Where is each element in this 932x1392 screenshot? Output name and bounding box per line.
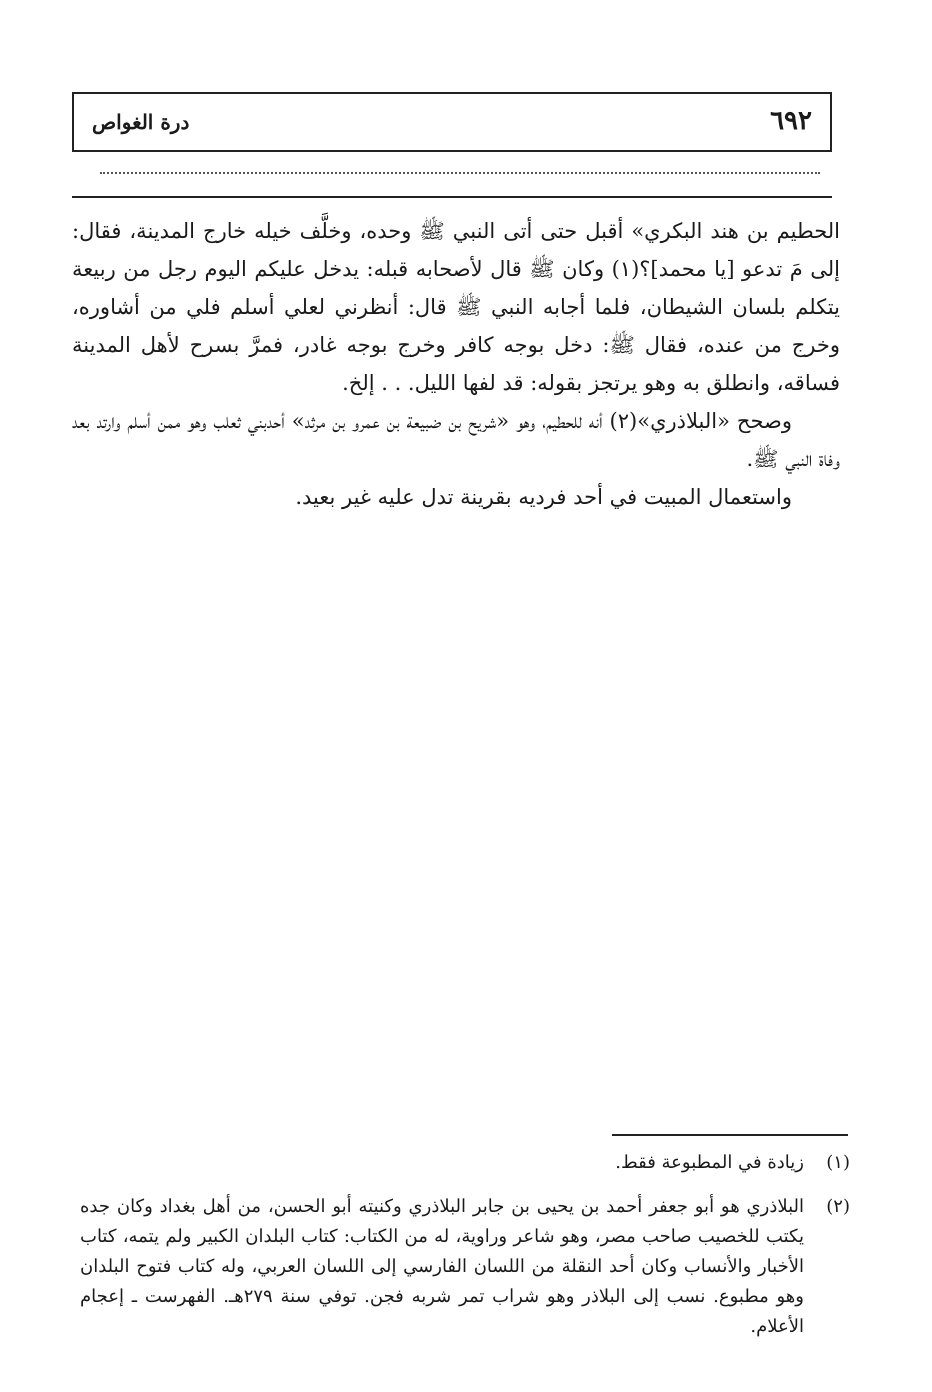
header-divider [72, 196, 832, 198]
footnote-divider [612, 1134, 848, 1136]
page-number: ٦٩٢ [770, 106, 812, 136]
footnote [80, 1148, 850, 1178]
page-header [72, 92, 832, 152]
footnote-text: زيادة في المطبوعة فقط. [615, 1152, 804, 1173]
dotted-divider [100, 172, 820, 174]
footnote-number: (٢) [826, 1196, 850, 1217]
footnotes [80, 1148, 850, 1356]
footnote-number: (١) [826, 1152, 850, 1173]
paragraph: الحطيم بن هند البكري» أقبل حتى أتى النبي ﷺ وحده، وخلَّف خيله خارج المدينة، فقال: إلى مَ تدعو [يا محمد]؟(١) وكان ﷺ قال لأصحابه قبله: يدخل عليكم اليوم رجل من ربيعة يتكلم بلسان الشيطان، فلما أجابه النبي ﷺ قال: أنظرني لعلي أسلم فلي من أشاوره، وخرج من عنده، فقال ﷺ: دخل بوجه كافر وخرج بوجه غادر، فمرَّ بسرح لأهل المدينة فساقه، وانطلق به وهو يرتجز بقوله: قد لفها الليل. . . إلخ. [72, 219, 840, 395]
running-title: درة الغواص [92, 110, 190, 134]
main-text [72, 212, 840, 516]
paragraph: واستعمال المبيت في أحد فرديه بقرينة تدل عليه غير بعيد. [295, 485, 792, 509]
footnote-text: البلاذري هو أبو جعفر أحمد بن يحيى بن جابر البلاذري وكنيته أبو الحسن، من أهل بغداد وكان جده يكتب للخصيب صاحب مصر، وهو شاعر وراوية، له من الكتاب: كتاب البلدان الكبير ولم يتمه، كتاب الأخبار والأنساب وكان أحد النقلة من اللسان الفارسي إلى اللسان العربي، وله كتاب فتوح البلدان وهو مطبوع. نسب إلى البلاذر وهو شراب تمر شربه فجن. توفي سنة ٢٧٩هـ. الفهرست ـ إعجام الأعلام. [80, 1196, 804, 1337]
footnote [80, 1192, 850, 1342]
paragraph: وصحح «البلاذري»(٢) أنه للحطيم، وهو «شريح بن ضبيعة بن عمرو بن مرثد» أحدبني ثعلب وهو ممن أسلم وارتد بعد وفاة النبي ﷺ. [72, 409, 840, 471]
